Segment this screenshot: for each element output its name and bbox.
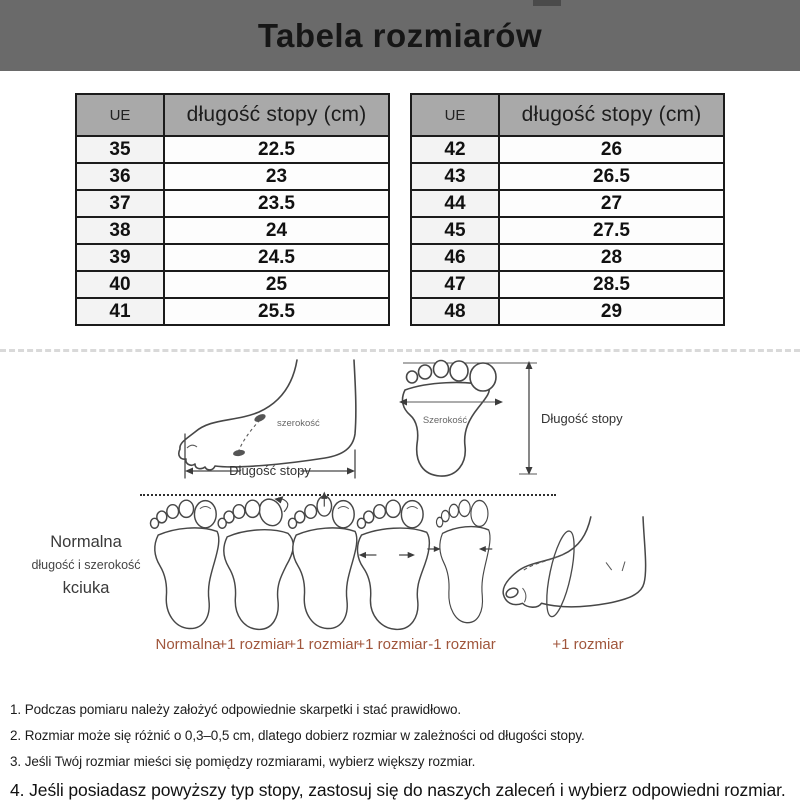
cell-foot-length: 23.5 bbox=[164, 190, 389, 217]
toe bbox=[459, 500, 470, 516]
cell-eu-size: 45 bbox=[411, 217, 499, 244]
toe bbox=[305, 505, 317, 519]
big-toe bbox=[194, 501, 216, 528]
sole-outline-path bbox=[403, 383, 490, 477]
page-title: Tabela rozmiarów bbox=[257, 16, 543, 54]
toe bbox=[449, 504, 458, 517]
cell-foot-length: 25.5 bbox=[164, 298, 389, 325]
side-width-label: szerokość bbox=[277, 418, 320, 429]
side-length-label: Długość stopy bbox=[229, 463, 311, 478]
table-row bbox=[76, 244, 389, 271]
top-length-label: Długość stopy bbox=[541, 411, 623, 426]
toe bbox=[357, 518, 365, 528]
foot-top-measure-illustration bbox=[395, 356, 645, 482]
big-toe bbox=[470, 363, 496, 391]
toe-alignment-dotted-line bbox=[140, 494, 556, 496]
table-row bbox=[76, 298, 389, 325]
cell-eu-size: 40 bbox=[76, 271, 164, 298]
cell-eu-size: 48 bbox=[411, 298, 499, 325]
foot-type-label-normal: Normalna bbox=[155, 636, 221, 653]
big-toe bbox=[401, 501, 423, 528]
table-row bbox=[411, 271, 724, 298]
cell-eu-size: 35 bbox=[76, 136, 164, 163]
top-edge-artifact bbox=[533, 0, 561, 6]
table-row bbox=[411, 217, 724, 244]
toe bbox=[288, 518, 296, 528]
cell-eu-size: 44 bbox=[411, 190, 499, 217]
table-row bbox=[76, 217, 389, 244]
toe bbox=[179, 500, 194, 517]
cell-foot-length: 27.5 bbox=[499, 217, 724, 244]
toe bbox=[218, 518, 226, 528]
sole-outline-path bbox=[155, 528, 219, 629]
cell-eu-size: 42 bbox=[411, 136, 499, 163]
sole-outline-path bbox=[440, 527, 490, 623]
foot-outline-path bbox=[179, 360, 356, 470]
cell-foot-length: 24.5 bbox=[164, 244, 389, 271]
table-row bbox=[76, 163, 389, 190]
table-header-row bbox=[411, 94, 724, 136]
toe bbox=[434, 361, 449, 378]
cell-foot-length: 23 bbox=[164, 163, 389, 190]
note-1: 1. Podczas pomiaru należy założyć odpowiednie skarpetki i stać prawidłowo. bbox=[10, 702, 462, 717]
table-row bbox=[411, 190, 724, 217]
cell-foot-length: 27 bbox=[499, 190, 724, 217]
toe bbox=[150, 518, 158, 528]
cell-foot-length: 25 bbox=[164, 271, 389, 298]
big-toe bbox=[471, 500, 488, 526]
arrowhead-right bbox=[347, 468, 355, 475]
table-row bbox=[411, 298, 724, 325]
foot-type-label-plus1: +1 rozmiar bbox=[218, 636, 290, 653]
page-title-bar bbox=[0, 0, 800, 71]
sole-outline-path bbox=[293, 528, 357, 629]
big-toe bbox=[332, 501, 354, 528]
foot-type-label-plus1: +1 rozmiar bbox=[356, 636, 428, 653]
arrowhead-up bbox=[526, 361, 533, 369]
foot-type-label-minus1: -1 rozmiar bbox=[428, 636, 496, 653]
cell-eu-size: 38 bbox=[76, 217, 164, 244]
column-header-eu: UE bbox=[76, 94, 164, 136]
top-width-label: Szerokość bbox=[422, 415, 468, 426]
table-row bbox=[411, 244, 724, 271]
column-header-eu: UE bbox=[411, 94, 499, 136]
table-row bbox=[76, 190, 389, 217]
sole-outline-path bbox=[224, 530, 293, 630]
toe bbox=[167, 505, 179, 519]
narrow-foot-group bbox=[436, 500, 490, 623]
caption-line-3: kciuka bbox=[62, 579, 110, 597]
foot-side-measure-illustration bbox=[165, 356, 395, 482]
foot-outline-path bbox=[503, 517, 645, 607]
toe bbox=[407, 371, 418, 383]
table-row bbox=[76, 271, 389, 298]
foot-type-label-plus1: +1 rozmiar bbox=[287, 636, 359, 653]
toe bbox=[245, 500, 260, 517]
toe bbox=[450, 361, 468, 381]
caption-line-1: Normalna bbox=[50, 533, 122, 551]
cell-foot-length: 22.5 bbox=[164, 136, 389, 163]
toe bbox=[436, 517, 442, 527]
foot-types-caption bbox=[15, 533, 157, 598]
toe bbox=[233, 505, 245, 519]
caption-line-2: długość i szerokość bbox=[31, 558, 141, 572]
note-2: 2. Rozmiar może się różnić o 0,3–0,5 cm, dlatego dobierz rozmiar w zależności od długości stopy. bbox=[10, 728, 585, 743]
cell-foot-length: 29 bbox=[499, 298, 724, 325]
cell-foot-length: 26 bbox=[499, 136, 724, 163]
arrowhead-left bbox=[185, 468, 193, 475]
sizing-notes bbox=[10, 701, 794, 800]
note-3: 3. Jeśli Twój rozmiar mieści się pomiędzy rozmiarami, wybierz większy rozmiar. bbox=[10, 754, 476, 769]
arrowhead-right bbox=[495, 399, 503, 406]
cell-eu-size: 46 bbox=[411, 244, 499, 271]
table-header-row bbox=[76, 94, 389, 136]
size-table-eu-35-41 bbox=[75, 93, 390, 326]
cell-foot-length: 28.5 bbox=[499, 271, 724, 298]
toe bbox=[386, 500, 401, 517]
foot-type-label-plus1: +1 rozmiar bbox=[552, 636, 624, 653]
toe bbox=[419, 365, 432, 379]
toe bbox=[374, 505, 386, 519]
cell-foot-length: 24 bbox=[164, 217, 389, 244]
note-4: 4. Jeśli posiadasz powyższy typ stopy, zastosuj się do naszych zaleceń i wybierz odpowiedni rozmiar. bbox=[10, 780, 786, 800]
sole-outline-path bbox=[358, 528, 430, 629]
column-header-foot-length: długość stopy (cm) bbox=[164, 94, 389, 136]
section-divider bbox=[0, 349, 800, 352]
cell-eu-size: 37 bbox=[76, 190, 164, 217]
foot-high-instep-illustration bbox=[498, 515, 658, 627]
cell-eu-size: 41 bbox=[76, 298, 164, 325]
cell-eu-size: 36 bbox=[76, 163, 164, 190]
cell-eu-size: 43 bbox=[411, 163, 499, 190]
footprint-narrow-illustration bbox=[426, 497, 504, 633]
cell-foot-length: 26.5 bbox=[499, 163, 724, 190]
size-table-eu-42-48 bbox=[410, 93, 725, 326]
table-row bbox=[76, 136, 389, 163]
cell-eu-size: 39 bbox=[76, 244, 164, 271]
table-row bbox=[411, 136, 724, 163]
cell-foot-length: 28 bbox=[499, 244, 724, 271]
table-row bbox=[411, 163, 724, 190]
column-header-foot-length: długość stopy (cm) bbox=[499, 94, 724, 136]
cell-eu-size: 47 bbox=[411, 271, 499, 298]
